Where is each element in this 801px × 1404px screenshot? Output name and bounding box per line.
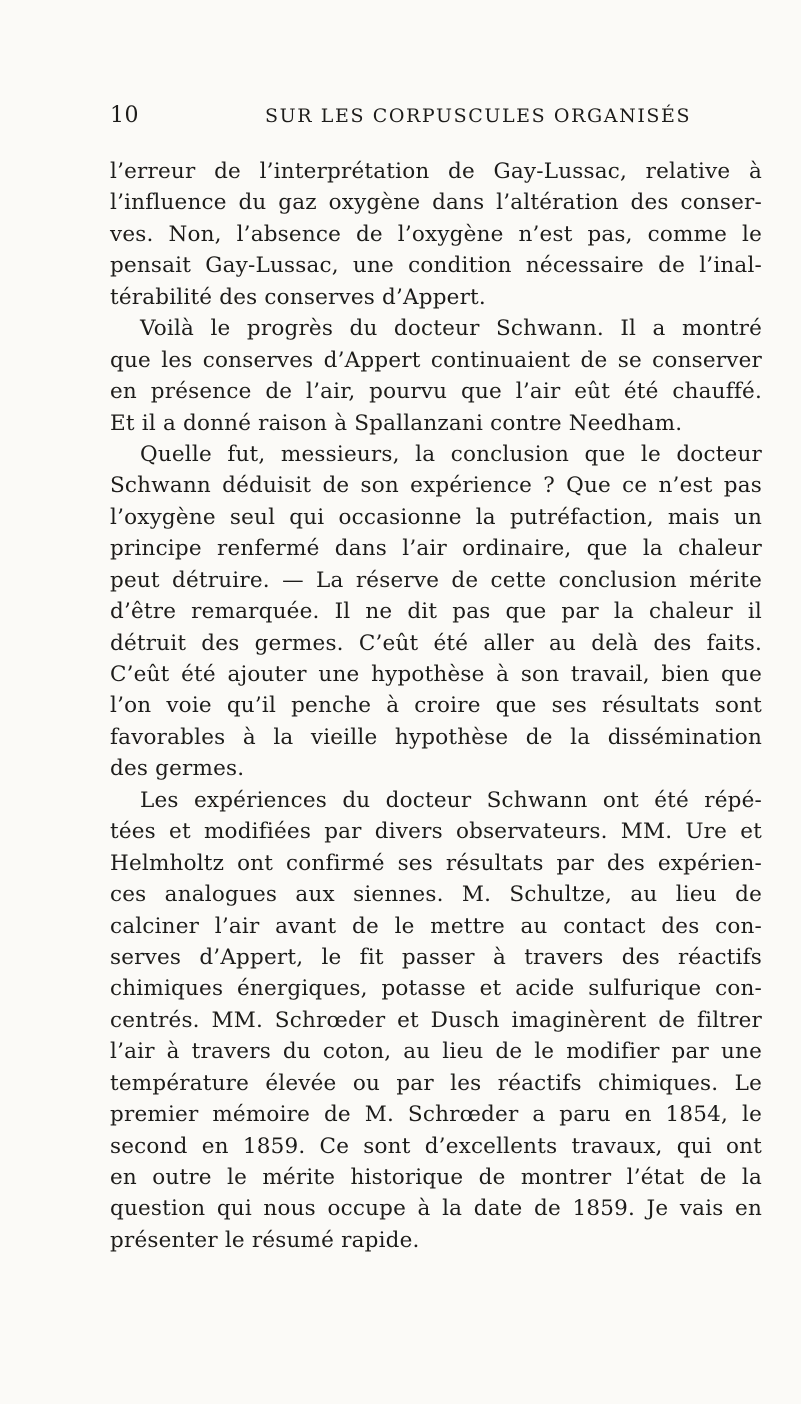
text-line: l’oxygène seul qui occasionne la putréfaction, mais un: [110, 504, 762, 530]
text-line: l’on voie qu’il penche à croire que ses résultats sont: [110, 693, 762, 719]
page-header: [110, 103, 760, 133]
page-number: 10: [110, 103, 139, 128]
text-line: Schwann déduisit de son expérience ? Que ce n’est pas: [110, 473, 762, 499]
text-line: favorables à la vieille hypothèse de la dissémination: [110, 724, 762, 750]
text-line: l’erreur de l’interprétation de Gay-Lussac, relative à: [110, 159, 762, 184]
text-line: premier mémoire de M. Schrœder a paru en 1854, le: [110, 1102, 762, 1128]
text-line: d’être remarquée. Il ne dit pas que par la chaleur il: [110, 599, 762, 625]
text-line: Quelle fut, messieurs, la conclusion que le docteur: [140, 441, 762, 467]
text-line: pensait Gay-Lussac, une condition nécessaire de l’inal-: [110, 253, 762, 279]
text-line: térabilité des conserves d’Appert.: [110, 284, 486, 310]
text-line: Voilà le progrès du docteur Schwann. Il a montré: [140, 316, 762, 342]
text-line: calciner l’air avant de le mettre au contact des con-: [110, 913, 762, 939]
body-text: [110, 156, 762, 1256]
text-line: centrés. MM. Schrœder et Dusch imaginèrent de filtrer: [110, 1007, 762, 1033]
text-line: l’air à travers du coton, au lieu de le modifier par une: [110, 1039, 762, 1065]
text-line: Et il a donné raison à Spallanzani contre Needham.: [110, 410, 683, 436]
text-line: présenter le résumé rapide.: [110, 1227, 420, 1253]
text-line: chimiques énergiques, potasse et acide sulfurique con-: [110, 976, 762, 1002]
text-line: des germes.: [110, 756, 245, 782]
text-line: peut détruire. — La réserve de cette conclusion mérite: [110, 567, 762, 593]
text-line: C’eût été ajouter une hypothèse à son travail, bien que: [110, 662, 762, 687]
running-title: SUR LES CORPUSCULES ORGANISÉS: [265, 105, 692, 127]
text-line: ves. Non, l’absence de l’oxygène n’est pas, comme le: [110, 221, 762, 247]
text-line: Les expériences du docteur Schwann ont été répé-: [140, 787, 762, 813]
text-line: tées et modifiées par divers observateurs. MM. Ure et: [110, 819, 762, 845]
text-line: question qui nous occupe à la date de 1859. Je vais en: [110, 1196, 762, 1222]
text-line: serves d’Appert, le fit passer à travers des réactifs: [110, 944, 762, 970]
text-line: détruit des germes. C’eût été aller au delà des faits.: [110, 630, 762, 656]
text-line: ces analogues aux siennes. M. Schultze, au lieu de: [110, 882, 762, 908]
text-line: que les conserves d’Appert continuaient de se conserver: [110, 347, 762, 373]
text-line: l’influence du gaz oxygène dans l’altération des conser-: [110, 190, 762, 216]
text-line: température élevée ou par les réactifs chimiques. Le: [110, 1070, 762, 1096]
text-line: en outre le mérite historique de montrer l’état de la: [110, 1165, 762, 1190]
text-line: en présence de l’air, pourvu que l’air eût été chauffé.: [110, 379, 762, 405]
text-line: Helmholtz ont confirmé ses résultats par des expérien-: [110, 850, 762, 876]
text-line: principe renfermé dans l’air ordinaire, que la chaleur: [110, 536, 762, 562]
text-line: second en 1859. Ce sont d’excellents travaux, qui ont: [110, 1133, 762, 1159]
